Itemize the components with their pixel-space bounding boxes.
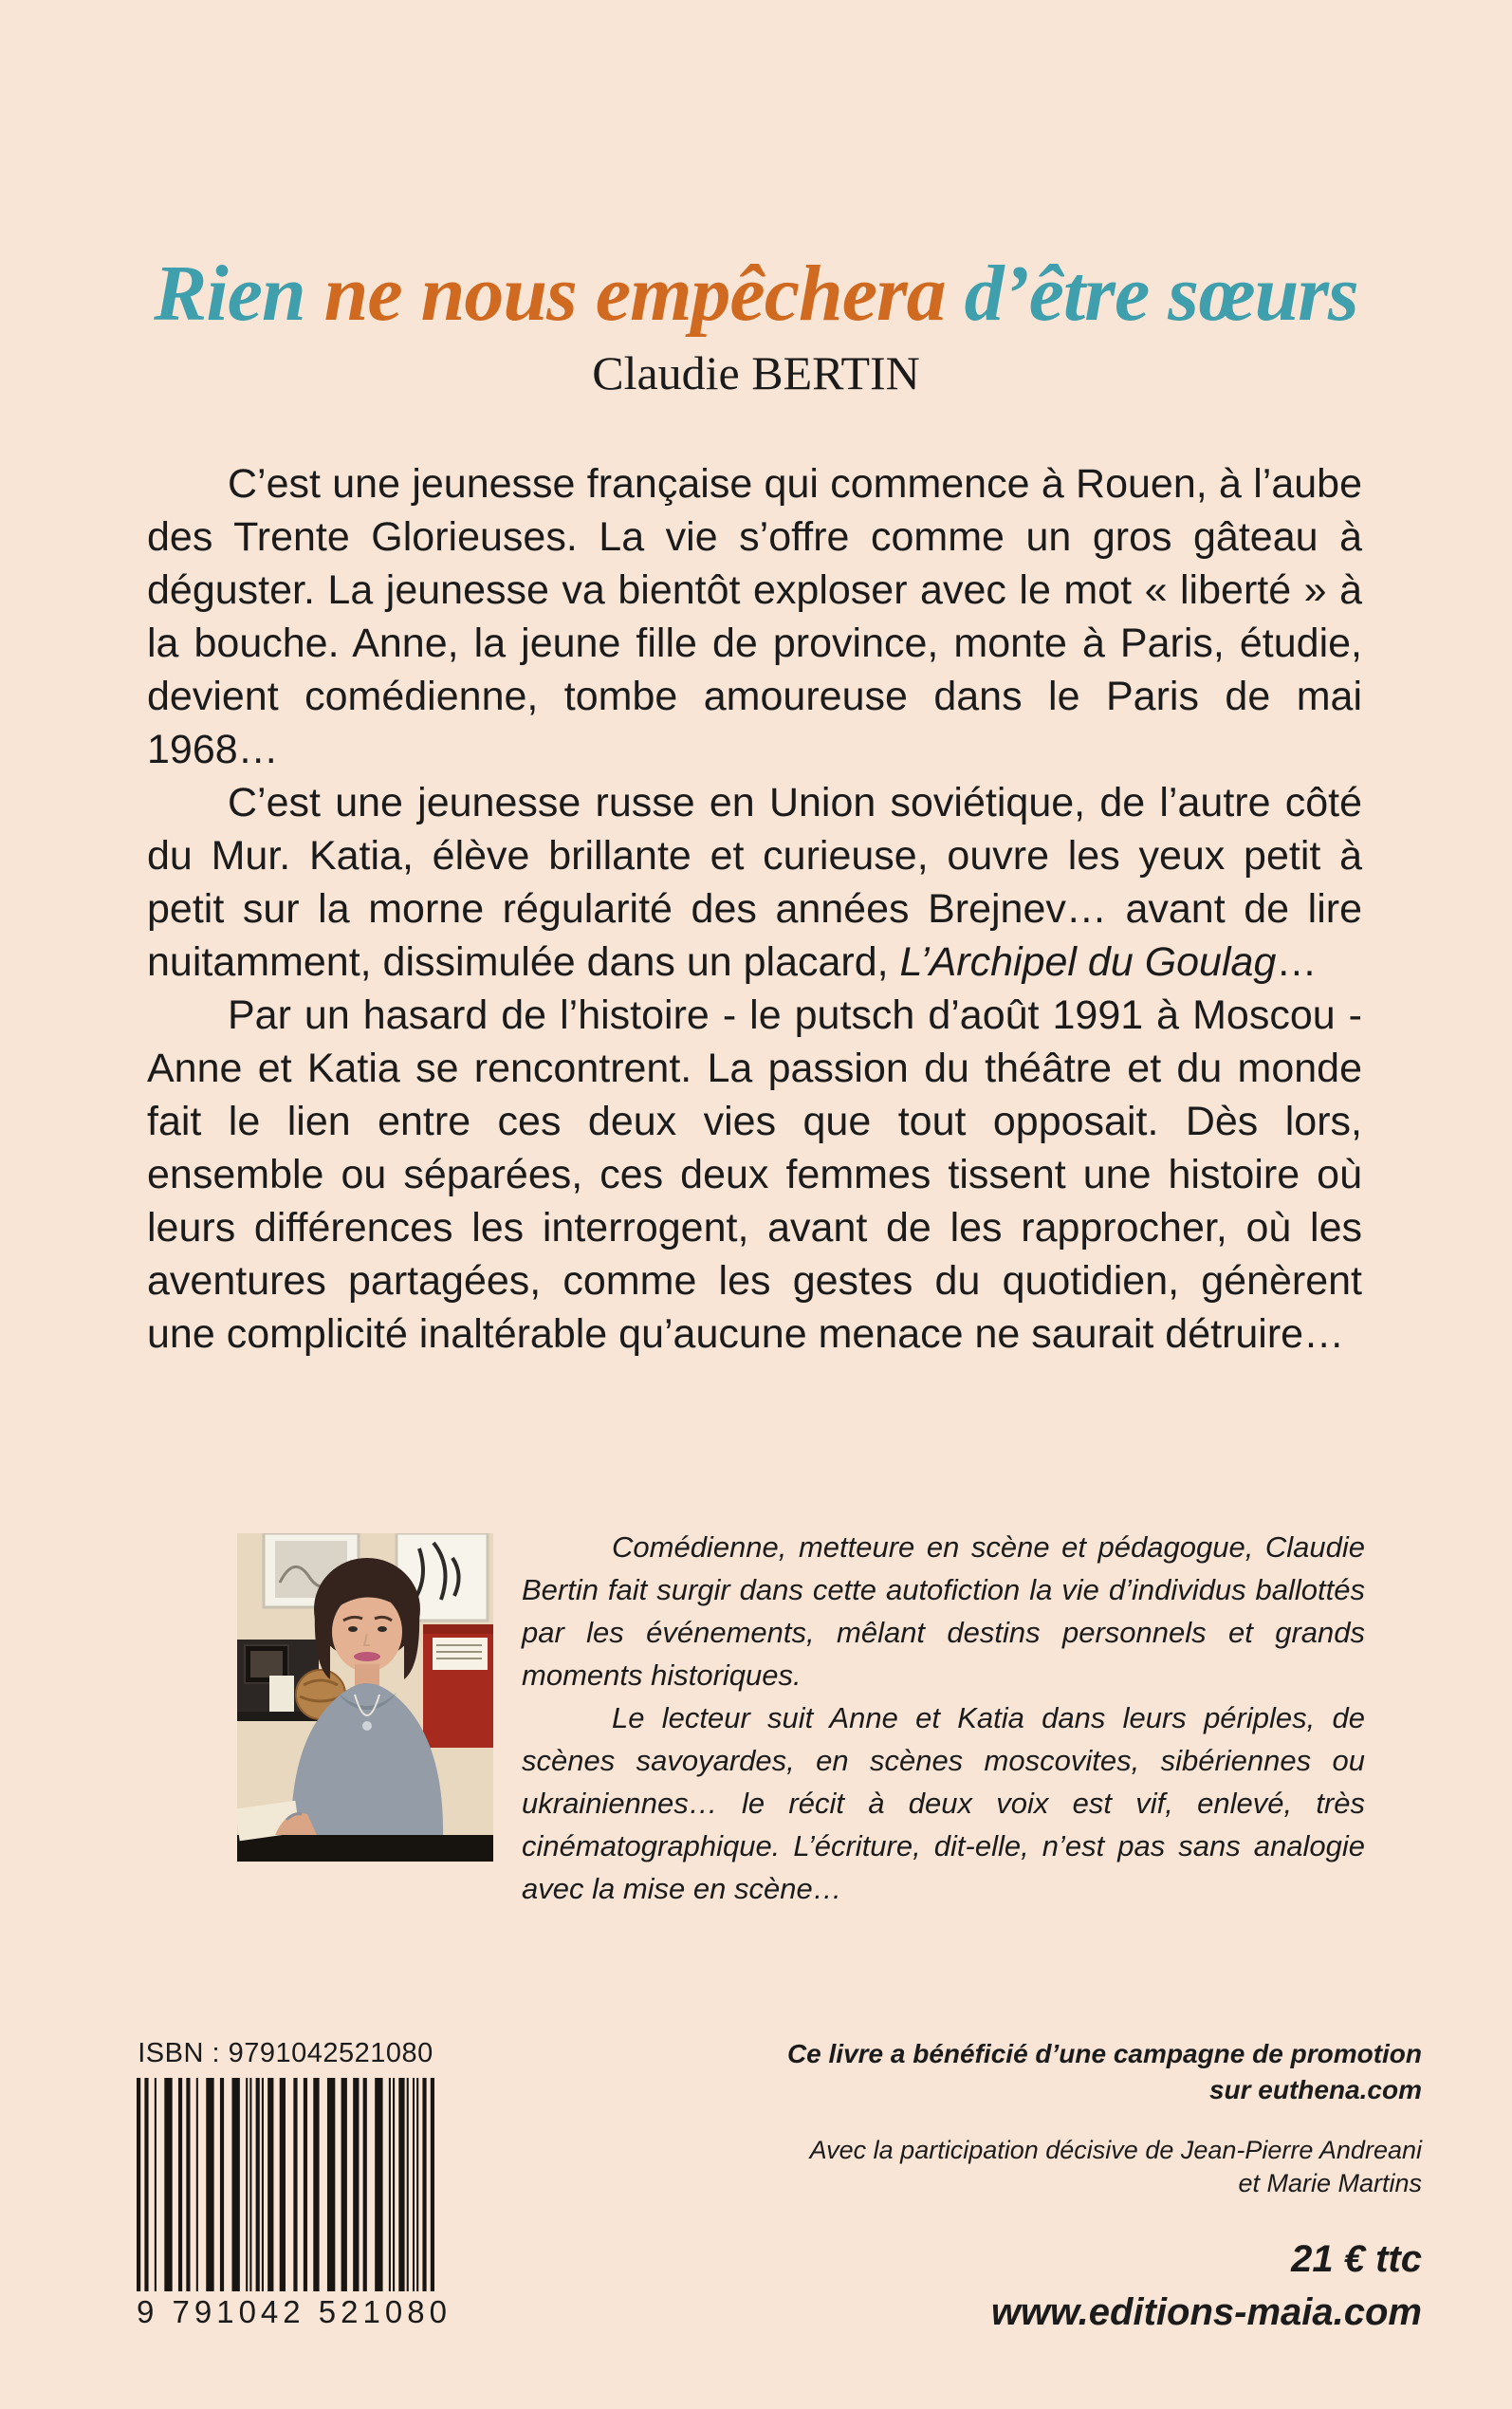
bio-paragraph-1: Comédienne, metteure en scène et pédagogue, Claudie Bertin fait surgir dans cette autofiction la vie d’individus ballottés par les événements, mêlant destins personnels et grands moments historiques. <box>522 1530 1365 1692</box>
synopsis-paragraph-2: C’est une jeunesse russe en Union soviétique, de l’autre côté du Mur. Katia, élève brillante et curieuse, ouvre les yeux petit à petit sur la morne régularité des années Brejnev… avant de lire nuitamment, dissimulée dans un placard, L’Archipel du Goulag… <box>147 780 1362 985</box>
credits-text: Avec la participation décisive de Jean-Pierre Andreani et Marie Martins <box>809 2136 1422 2197</box>
barcode-icon <box>137 2078 434 2291</box>
synopsis-paragraph-3: Par un hasard de l’histoire - le putsch d’août 1991 à Moscou - Anne et Katia se rencontrent. La passion du théâtre et du monde fait le lien entre ces deux vies que tout opposait. Dès lors, ensemble ou séparées, ces deux femmes tissent une histoire où leurs différences les interrogent, avant de les rapprocher, où les aventures partagées, comme les gestes du quotidien, génèrent une complicité inaltérable qu’aucune menace ne saurait détruire… <box>147 992 1362 1357</box>
promotion-block <box>787 2036 1422 2200</box>
pricing-block <box>991 2237 1422 2334</box>
barcode-digits: 9 791042 521080 <box>137 2294 452 2329</box>
promo-text: Ce livre a bénéficié d’une campagne de promotion sur euthena.com <box>786 2039 1422 2104</box>
cited-book-title: L’Archipel du Goulag <box>899 939 1277 985</box>
author-photo-illustration <box>237 1533 493 1862</box>
synopsis <box>147 457 1362 1361</box>
publisher-website: www.editions-maia.com <box>990 2291 1422 2333</box>
isbn-barcode-block <box>137 2036 452 2330</box>
book-title-segment-1: Rien <box>154 250 324 339</box>
price: 21 € ttc <box>1291 2238 1422 2280</box>
synopsis-paragraph-1: C’est une jeunesse française qui commence à Rouen, à l’aube des Trente Glorieuses. La vie s’offre comme un gros gâteau à déguster. La jeunesse va bientôt exploser avec le mot « liberté » à la bouche. Anne, la jeune fille de province, monte à Paris, étudie, devient comédienne, tombe amoureuse dans le Paris de mai 1968… <box>147 461 1362 772</box>
book-title <box>0 250 1512 338</box>
isbn-label: ISBN : 9791042521080 <box>138 2038 433 2068</box>
author-photo <box>237 1533 493 1862</box>
bio-paragraph-2: Le lecteur suit Anne et Katia dans leurs périples, de scènes savoyardes, en scènes moscovites, sibériennes ou ukrainiennes… le récit à deux voix est vif, enlevé, très cinématographique. L’écriture, dit-elle, n’est pas sans analogie avec la mise en scène… <box>522 1701 1365 1905</box>
author-bio <box>147 1526 1365 1910</box>
book-title-segment-2: ne nous empêchera <box>323 250 965 339</box>
author-name: Claudie BERTIN <box>592 346 920 399</box>
book-title-segment-3: d’être sœurs <box>964 250 1358 339</box>
